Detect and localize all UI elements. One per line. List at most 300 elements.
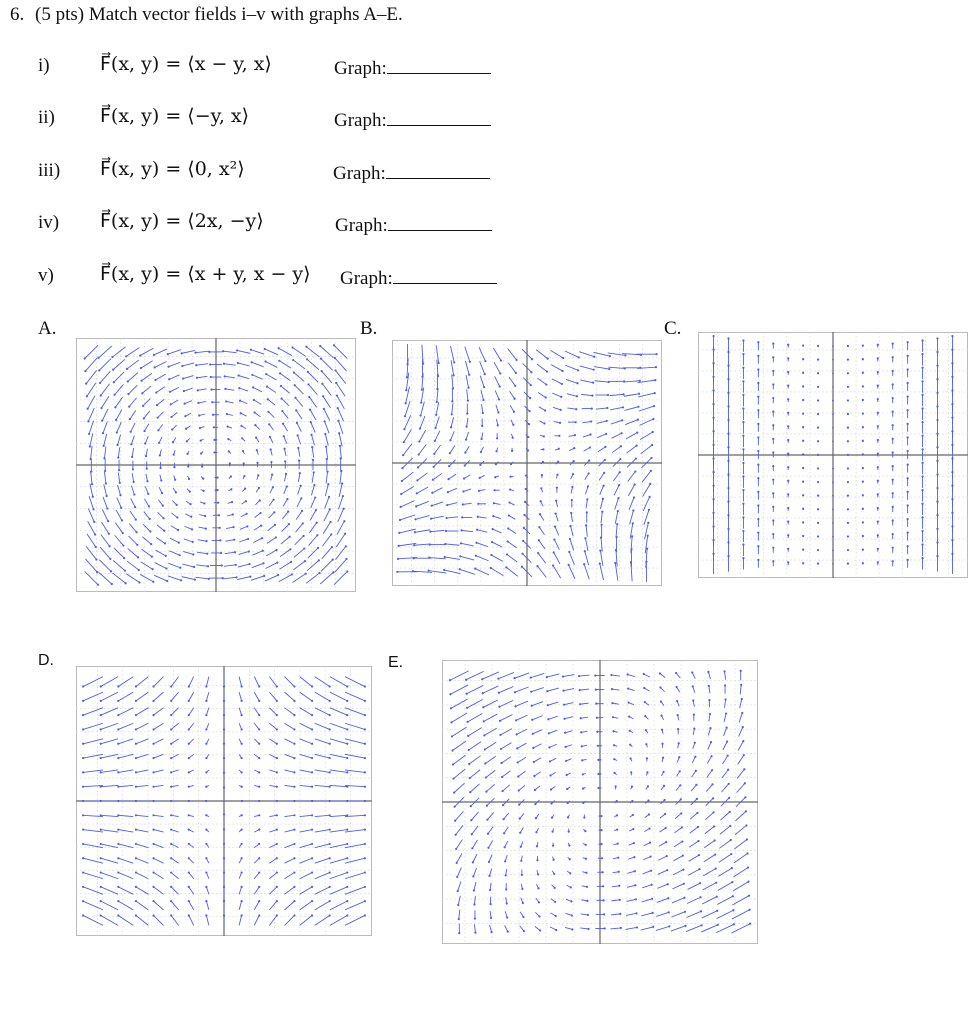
vector-arrow <box>268 524 276 531</box>
vector-arrow <box>283 435 287 443</box>
vector-arrow <box>241 500 247 504</box>
vector-arrow <box>551 829 553 833</box>
answer-blank-4[interactable] <box>388 212 492 231</box>
vector-arrow <box>444 543 459 545</box>
vector-arrow <box>921 407 923 419</box>
vector-arrow <box>628 716 633 719</box>
vector-arrow <box>184 401 192 405</box>
vector-arrow <box>772 560 774 566</box>
vector-arrow <box>643 687 649 691</box>
answer-blank-2[interactable] <box>387 107 491 126</box>
vector-arrow <box>284 692 295 702</box>
vector-arrow <box>536 884 539 889</box>
vector-arrow <box>582 787 586 789</box>
vector-arrow <box>921 367 923 379</box>
vector-arrow <box>330 914 349 925</box>
vector-arrow <box>461 516 472 518</box>
vector-arrow <box>628 470 637 481</box>
vector-arrow <box>309 522 317 533</box>
vector-arrow <box>862 548 864 550</box>
vector-arrow <box>657 897 670 902</box>
vector-arrow <box>144 512 151 520</box>
vector-arrow <box>89 446 92 460</box>
vector-arrow <box>188 723 194 730</box>
vector-arrow <box>451 403 453 415</box>
vector-arrow <box>499 715 513 722</box>
vector-arrow <box>315 900 331 910</box>
vector-arrow <box>86 546 97 560</box>
vector-arrow <box>817 413 819 415</box>
vector-arrow <box>188 814 194 816</box>
vector-arrow <box>294 397 302 407</box>
vector-arrow <box>862 508 864 510</box>
vector-arrow <box>458 910 460 920</box>
vector-arrow <box>199 515 206 518</box>
vector-arrow <box>126 574 140 584</box>
vector-arrow <box>100 770 119 774</box>
vector-arrow <box>252 562 265 568</box>
vector-arrow <box>205 723 209 730</box>
graph-label: Graph: <box>333 163 386 184</box>
vector-arrow <box>892 465 894 471</box>
vector-arrow <box>267 411 274 418</box>
vector-arrow <box>186 438 190 442</box>
vector-arrow <box>656 911 670 916</box>
vector-arrow <box>892 506 894 512</box>
vector-arrow <box>451 727 467 737</box>
vector-arrow <box>892 383 894 389</box>
vector-arrow <box>297 434 301 444</box>
vector-arrow <box>253 537 263 543</box>
vector-arrow <box>271 474 274 481</box>
vector-arrow <box>656 925 671 930</box>
vector-arrow <box>324 420 330 433</box>
vector-arrow <box>225 539 235 542</box>
vector-arrow <box>817 345 819 347</box>
vector-arrow <box>495 391 500 401</box>
vector-arrow <box>862 440 864 442</box>
vector-arrow <box>172 513 179 519</box>
vector-arrow <box>508 348 518 360</box>
vector-arrow <box>324 508 331 521</box>
vector-arrow <box>847 386 849 388</box>
vector-arrow <box>267 398 275 405</box>
vector-arrow <box>787 548 789 552</box>
problem-numeral-3: iii) <box>38 160 61 181</box>
vector-arrow <box>772 492 774 498</box>
vector-arrow <box>237 374 248 378</box>
vector-arrow <box>494 476 499 478</box>
vector-arrow <box>254 692 260 702</box>
vector-arrow <box>188 829 194 833</box>
vector-arrow <box>338 495 344 509</box>
vector-arrow <box>153 349 167 356</box>
vector-arrow <box>612 730 617 732</box>
vector-arrow <box>188 677 194 688</box>
vector-arrow <box>579 352 595 358</box>
vector-arrow <box>169 387 179 393</box>
vector-arrow <box>173 488 177 494</box>
vector-arrow <box>285 473 288 481</box>
problem-numeral-2: ii) <box>38 107 55 128</box>
vector-arrow <box>268 511 275 518</box>
vector-arrow <box>832 454 834 456</box>
vector-arrow <box>197 552 208 555</box>
vector-arrow <box>284 785 295 787</box>
vector-arrow <box>570 512 572 522</box>
vector-arrow <box>832 427 834 429</box>
vector-arrow <box>673 869 684 875</box>
vector-arrow <box>907 491 909 500</box>
vector-arrow <box>554 422 561 424</box>
answer-blank-1[interactable] <box>387 55 491 74</box>
vector-arrow <box>135 857 149 863</box>
vector-arrow <box>171 425 177 431</box>
vector-arrow <box>199 427 205 430</box>
vector-arrow <box>102 509 109 522</box>
vector-arrow <box>832 563 834 565</box>
vector-arrow <box>465 432 469 441</box>
vector-arrow <box>254 411 261 417</box>
vector-arrow <box>582 420 592 422</box>
vector-arrow <box>100 857 119 863</box>
vector-arrow <box>223 692 225 702</box>
vector-arrow <box>629 828 634 831</box>
vector-arrow <box>687 910 703 917</box>
vector-arrow <box>188 857 194 863</box>
vector-arrow <box>584 537 588 551</box>
vector-arrow <box>117 900 133 910</box>
vector-arrow <box>521 898 524 904</box>
vector-arrow <box>460 529 472 531</box>
vector-arrow <box>722 769 729 778</box>
vector-arrow <box>678 742 680 748</box>
vector-arrow <box>116 510 123 521</box>
vector-arrow <box>817 386 819 388</box>
vector-arrow <box>284 739 295 745</box>
vector-arrow <box>445 530 459 532</box>
vector-arrow <box>330 692 349 702</box>
vector-arrow <box>131 486 135 496</box>
vector-arrow <box>494 362 501 374</box>
vector-arrow <box>113 372 124 383</box>
vector-arrow <box>673 855 683 861</box>
vector-arrow <box>293 560 306 570</box>
vector-arrow <box>740 698 743 708</box>
vector-arrow <box>582 872 587 874</box>
vector-arrow <box>182 577 196 581</box>
vector-arrow <box>185 426 191 430</box>
vector-arrow <box>284 770 295 774</box>
vector-arrow <box>205 739 209 745</box>
vector-arrow <box>553 407 562 411</box>
vector-arrow <box>466 685 484 694</box>
vector-arrow <box>629 730 633 733</box>
vector-arrow <box>644 841 651 845</box>
vector-arrow <box>254 770 260 774</box>
vector-arrow <box>336 394 344 408</box>
vector-arrow <box>693 742 696 749</box>
vector-arrow <box>469 784 479 793</box>
vector-arrow <box>569 525 573 536</box>
vector-arrow <box>224 375 235 378</box>
vector-arrow <box>256 487 260 493</box>
vector-arrow <box>256 449 259 455</box>
vector-arrow <box>117 447 120 458</box>
plot-label-a: A. <box>38 318 57 339</box>
vector-arrow <box>584 550 589 565</box>
vector-arrow <box>144 436 148 444</box>
vector-arrow <box>103 434 107 447</box>
vector-arrow <box>802 508 804 510</box>
vector-arrow <box>483 714 498 722</box>
vector-arrow <box>717 895 734 904</box>
vector-arrow <box>226 413 233 416</box>
vector-arrow <box>802 494 804 496</box>
vector-arrow <box>101 535 111 548</box>
vector-arrow <box>482 404 484 414</box>
vector-arrow <box>540 435 545 437</box>
vector-arrow <box>452 374 454 389</box>
vector-arrow <box>646 757 648 761</box>
vector-arrow <box>187 489 191 493</box>
vector-arrow <box>477 516 487 518</box>
vector-arrow <box>892 533 894 539</box>
vector-field-plot-c <box>698 332 968 578</box>
vector-arrow <box>152 857 163 863</box>
vector-arrow <box>170 814 179 816</box>
vector-arrow <box>419 416 425 430</box>
vector-arrow <box>315 785 331 787</box>
vector-arrow <box>152 677 163 688</box>
vector-arrow <box>580 717 588 719</box>
vector-arrow <box>742 475 744 487</box>
vector-arrow <box>466 699 483 708</box>
vector-arrow <box>433 445 440 455</box>
vector-arrow <box>497 672 514 679</box>
vector-arrow <box>686 924 703 931</box>
vector-arrow <box>127 385 137 395</box>
vector-arrow <box>742 353 744 365</box>
vector-arrow <box>451 741 466 751</box>
vector-arrow <box>616 523 618 538</box>
vector-arrow <box>772 383 774 389</box>
vector-arrow <box>337 520 345 534</box>
vector-arrow <box>692 770 697 777</box>
vector-arrow <box>498 686 514 693</box>
vector-arrow <box>538 539 545 549</box>
vector-arrow <box>723 741 728 750</box>
vector-arrow <box>491 541 502 547</box>
vector-arrow <box>295 522 303 532</box>
vector-arrow <box>159 487 163 494</box>
vector-arrow <box>125 347 139 357</box>
vector-arrow <box>817 508 819 510</box>
vector-arrow <box>447 474 456 480</box>
vector-arrow <box>473 882 476 891</box>
vector-arrow <box>405 387 410 405</box>
vector-arrow <box>222 350 236 353</box>
vector-arrow <box>197 389 207 392</box>
vector-arrow <box>676 700 679 706</box>
vector-arrow <box>538 392 547 398</box>
vector-arrow <box>339 445 342 459</box>
vector-arrow <box>131 498 137 508</box>
vector-arrow <box>296 422 302 432</box>
vector-arrow <box>474 568 489 575</box>
vector-arrow <box>691 784 697 791</box>
vector-arrow <box>540 487 542 492</box>
vector-arrow <box>449 685 468 695</box>
vector-arrow <box>675 672 680 678</box>
vector-arrow <box>494 489 500 491</box>
vector-arrow <box>224 564 237 567</box>
vector-arrow <box>467 389 469 401</box>
vector-arrow <box>269 770 278 774</box>
vector-arrow <box>300 914 314 925</box>
vector-arrow <box>229 475 232 478</box>
vector-arrow <box>471 840 477 849</box>
answer-blank-5[interactable] <box>393 265 497 284</box>
vector-arrow <box>951 335 953 356</box>
vector-arrow <box>907 545 909 554</box>
vector-arrow <box>535 828 538 833</box>
vector-arrow <box>186 451 189 455</box>
vector-arrow <box>627 687 634 690</box>
vector-arrow <box>724 698 726 707</box>
vector-arrow <box>100 914 119 925</box>
vector-arrow <box>566 899 572 902</box>
vector-arrow <box>628 702 634 705</box>
problem-formula-1: F⃗(x, y) = ⟨x − y, x⟩ <box>100 53 272 75</box>
vector-arrow <box>921 380 923 392</box>
vector-arrow <box>251 361 264 367</box>
vector-arrow <box>612 445 622 452</box>
vector-arrow <box>87 396 95 410</box>
vector-arrow <box>505 566 517 576</box>
vector-arrow <box>254 424 260 430</box>
vector-arrow <box>504 855 507 862</box>
vector-arrow <box>282 510 289 518</box>
vector-arrow <box>757 355 759 364</box>
vector-arrow <box>479 475 485 479</box>
vector-arrow <box>305 346 319 357</box>
vector-arrow <box>90 484 94 498</box>
vector-arrow <box>565 365 579 371</box>
vector-arrow <box>628 870 636 873</box>
vector-arrow <box>480 447 484 453</box>
vector-arrow <box>787 480 789 484</box>
vector-arrow <box>239 770 243 774</box>
vector-arrow <box>315 739 331 745</box>
vector-arrow <box>84 345 98 359</box>
vector-arrow <box>239 739 243 745</box>
vector-arrow <box>693 728 695 735</box>
formula-rhs: ⟨x + y, x − y⟩ <box>187 263 311 285</box>
vector-arrow <box>613 471 620 481</box>
vector-arrow <box>310 509 317 520</box>
vector-arrow <box>516 729 527 735</box>
vector-arrow <box>239 800 243 802</box>
vector-arrow <box>613 744 617 746</box>
vector-arrow <box>435 402 439 416</box>
vector-arrow <box>300 754 314 759</box>
vector-arrow <box>519 813 524 819</box>
vector-arrow <box>470 812 478 821</box>
vector-arrow <box>921 489 923 501</box>
vector-arrow <box>157 424 163 431</box>
vector-arrow <box>170 413 177 419</box>
vector-arrow <box>721 783 729 792</box>
vector-arrow <box>135 814 149 816</box>
vector-arrow <box>877 371 879 375</box>
vector-arrow <box>457 896 460 906</box>
vector-arrow <box>300 785 314 787</box>
vector-arrow <box>629 842 635 845</box>
vector-arrow <box>205 785 209 787</box>
vector-arrow <box>100 871 119 878</box>
vector-arrow <box>787 561 789 565</box>
vector-arrow <box>251 575 265 581</box>
vector-arrow <box>645 729 648 733</box>
vector-arrow <box>547 716 557 720</box>
vector-arrow <box>614 828 618 830</box>
answer-blank-3[interactable] <box>386 160 490 179</box>
vector-arrow <box>802 562 804 564</box>
vector-arrow <box>553 538 559 549</box>
vector-arrow <box>279 573 293 581</box>
vector-arrow <box>582 407 593 409</box>
vector-arrow <box>509 488 514 490</box>
vector-arrow <box>584 446 591 451</box>
vector-arrow <box>100 547 111 560</box>
vector-arrow <box>205 900 209 910</box>
vector-arrow <box>611 688 619 690</box>
vector-arrow <box>757 491 759 500</box>
vector-arrow <box>907 423 909 432</box>
vector-arrow <box>269 499 275 506</box>
vector-arrow <box>103 447 106 460</box>
vector-arrow <box>692 756 696 763</box>
vector-arrow <box>141 562 154 570</box>
vector-arrow <box>254 525 262 531</box>
vector-arrow <box>418 430 425 442</box>
vector-arrow <box>757 409 759 418</box>
vector-arrow <box>471 826 478 835</box>
vector-arrow <box>269 857 278 863</box>
vector-arrow <box>117 857 133 863</box>
vector-arrow <box>268 423 274 430</box>
vector-arrow <box>463 475 470 480</box>
vector-arrow <box>451 389 453 403</box>
vector-arrow <box>509 377 516 387</box>
vector-arrow <box>205 800 209 802</box>
vector-arrow <box>511 420 515 426</box>
vector-arrow <box>532 744 541 749</box>
vector-arrow <box>661 771 664 776</box>
vector-arrow <box>556 487 558 493</box>
vector-arrow <box>205 770 209 774</box>
vector-arrow <box>642 884 652 888</box>
vector-arrow <box>330 857 349 863</box>
vector-arrow <box>862 344 864 346</box>
vector-arrow <box>269 800 278 802</box>
vector-arrow <box>817 454 819 456</box>
vector-arrow <box>115 410 122 421</box>
vector-arrow <box>907 477 909 486</box>
vector-arrow <box>892 370 894 376</box>
vector-arrow <box>516 743 526 749</box>
